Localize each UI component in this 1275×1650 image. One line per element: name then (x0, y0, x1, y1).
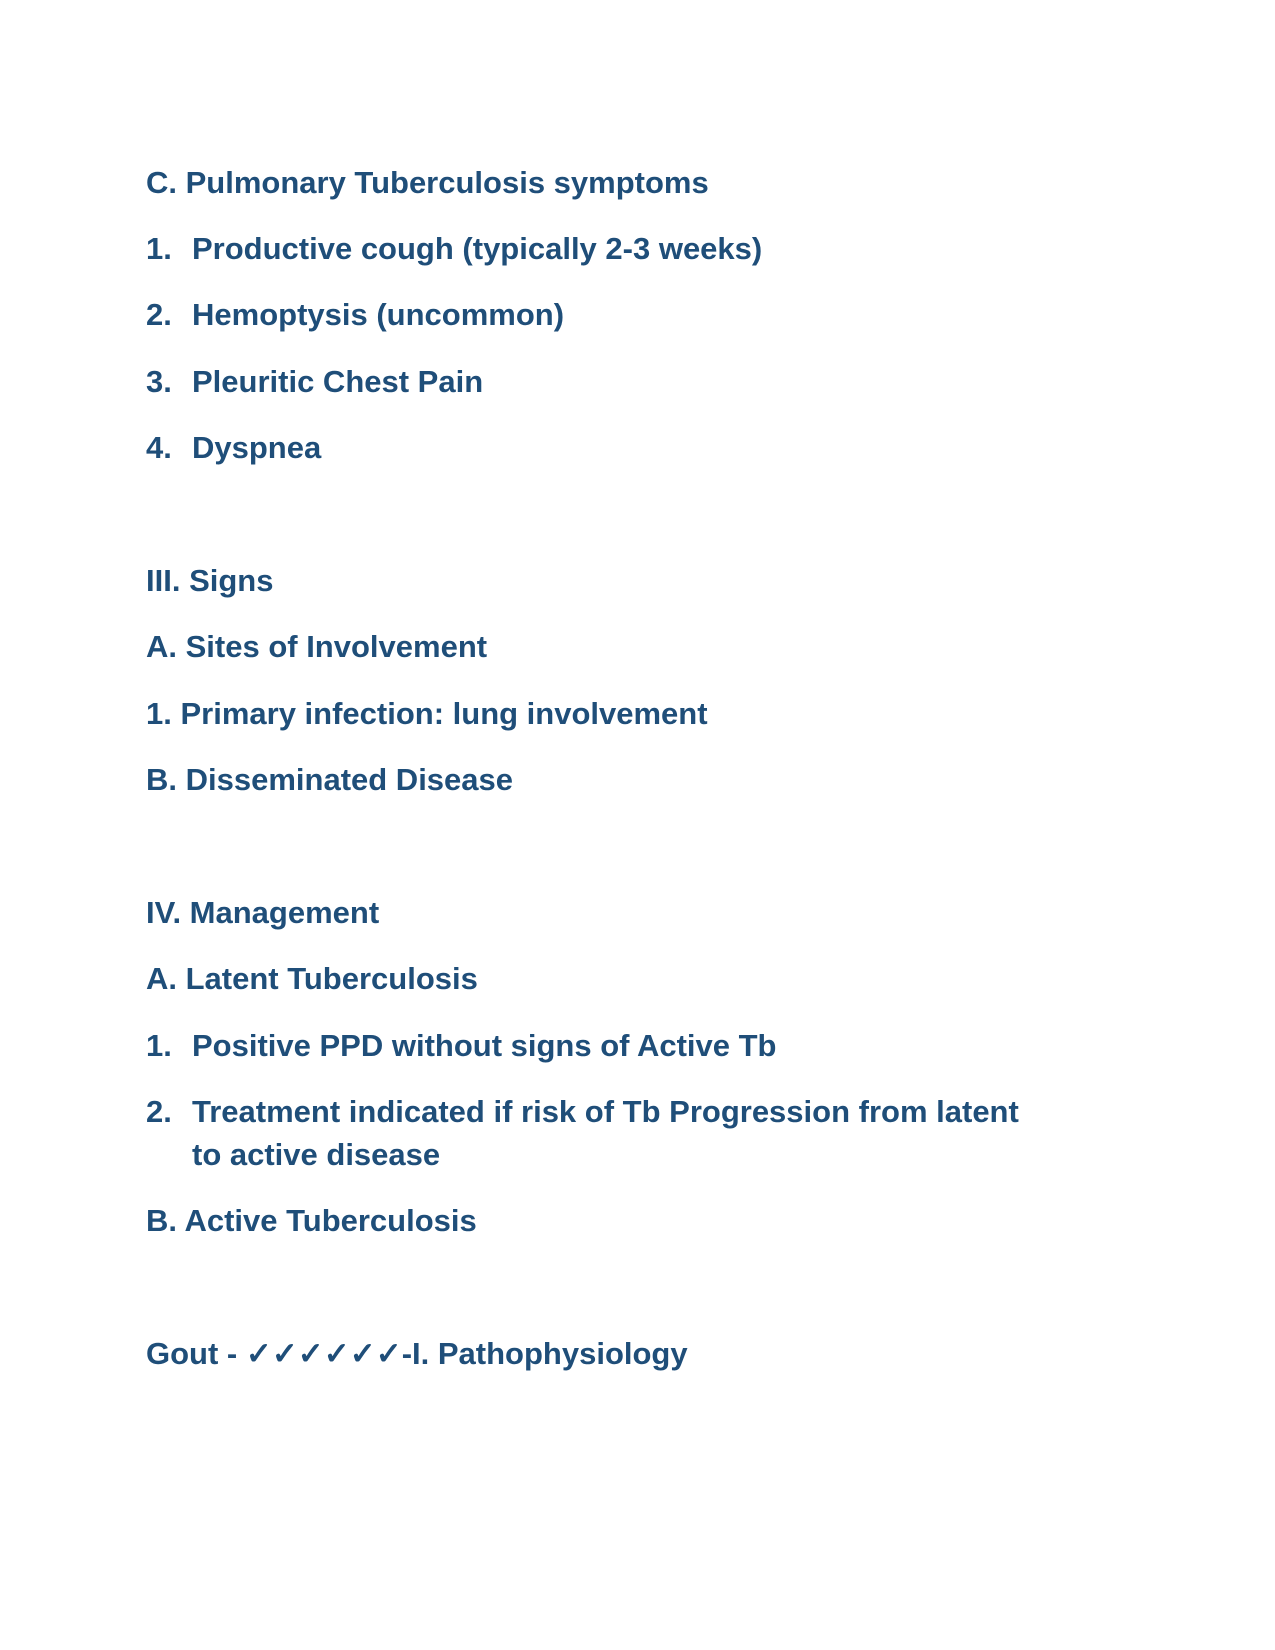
line-text: IV. Management (146, 895, 380, 930)
line-text: Dyspnea (192, 430, 322, 465)
list-number: 3. (146, 364, 172, 399)
subheading-active-tb (146, 1203, 477, 1239)
list-number: 2. (146, 297, 172, 332)
line-text: C. Pulmonary Tuberculosis symptoms (146, 165, 709, 200)
line-text: 1. Primary infection: lung involvement (146, 696, 708, 731)
heading-management (146, 895, 379, 931)
subheading-sites-of-involvement (146, 629, 487, 665)
list-number: 1. (146, 1028, 172, 1063)
line-text: Positive PPD without signs of Active Tb (192, 1028, 777, 1063)
list-item (146, 1028, 776, 1064)
list-number: 4. (146, 430, 172, 465)
line-text: B. Disseminated Disease (146, 762, 514, 797)
list-item (146, 364, 483, 400)
list-item (146, 430, 321, 466)
line-text: Gout - ✓✓✓✓✓✓-I. Pathophysiology (146, 1336, 688, 1371)
list-item (146, 1094, 1019, 1130)
line-text: Productive cough (typically 2-3 weeks) (192, 231, 763, 266)
list-number: 2. (146, 1094, 172, 1129)
line-text: III. Signs (146, 563, 274, 598)
list-item (146, 696, 708, 732)
heading-gout (146, 1336, 688, 1372)
line-text: B. Active Tuberculosis (146, 1203, 477, 1238)
line-text: Pleuritic Chest Pain (192, 364, 484, 399)
line-text: A. Sites of Involvement (146, 629, 488, 664)
line-text: A. Latent Tuberculosis (146, 961, 478, 996)
line-text: Hemoptysis (uncommon) (192, 297, 565, 332)
line-text: to active disease (192, 1137, 441, 1172)
line-text: Treatment indicated if risk of Tb Progression from latent (192, 1094, 1019, 1129)
heading-signs (146, 563, 273, 599)
list-item-continuation (192, 1137, 440, 1173)
list-number: 1. (146, 231, 172, 266)
subheading-disseminated-disease (146, 762, 513, 798)
list-item (146, 297, 564, 333)
list-item (146, 231, 762, 267)
heading-pulmonary-tb-symptoms (146, 165, 709, 201)
subheading-latent-tb (146, 961, 478, 997)
